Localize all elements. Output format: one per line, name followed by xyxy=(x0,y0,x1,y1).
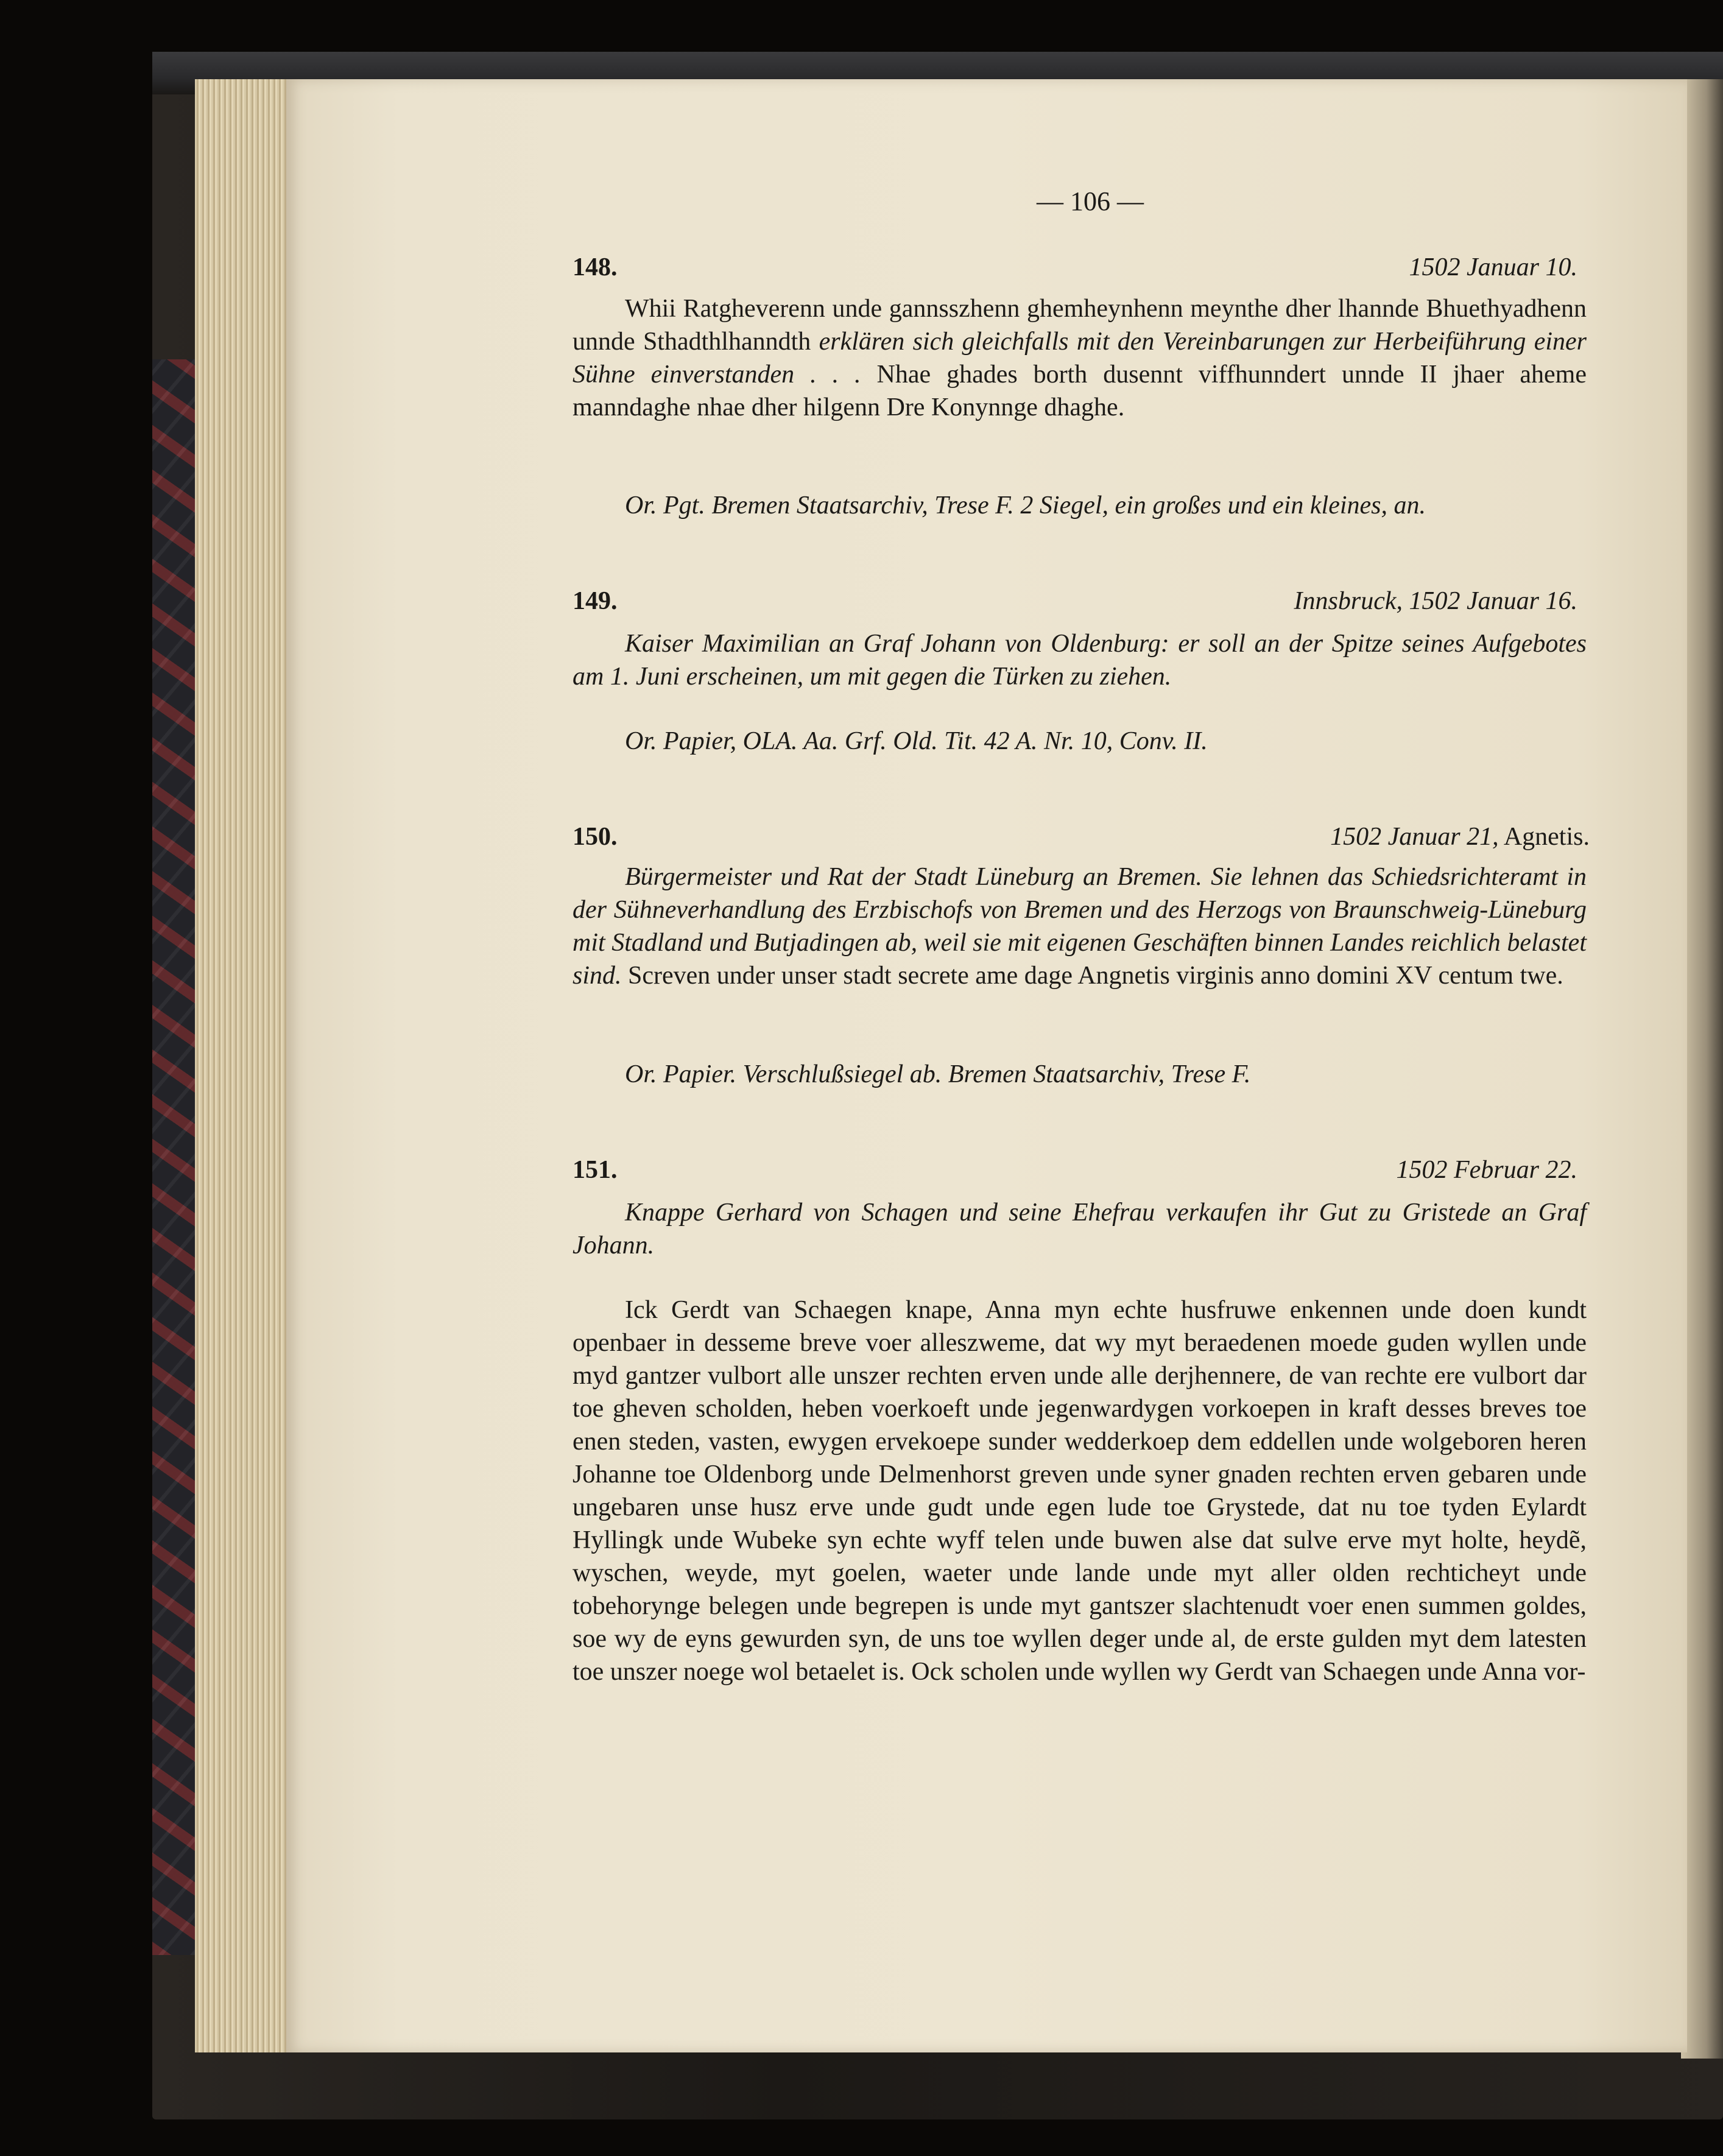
entry-150-text: Bürgermeister und Rat der Stadt Lüneburg an Bremen. Sie lehnen das Schiedsrichteramt in der Sühneverhandlung des Erzbischofs von Bremen und des Herzogs von Braunschweig-Lüneburg mit Stadland und Butjadingen ab, weil sie mit eigenen Geschäften binnen Landes reichlich belastet sind. Screven under unser stadt secrete ame dage Angnetis virginis anno domini XV centum twe. xyxy=(573,863,1587,990)
entry-number: 150. xyxy=(573,823,618,851)
entry-date: 1502 Januar 10. xyxy=(1409,253,1577,281)
entry-number: 151. xyxy=(573,1156,618,1184)
entry-148-source: Or. Pgt. Bremen Staatsarchiv, Trese F. 2 Siegel, ein großes und ein kleines, an. xyxy=(625,491,1426,520)
entry-150-source: Or. Papier. Verschlußsiegel ab. Bremen Staatsarchiv, Trese F. xyxy=(625,1060,1251,1088)
entry-148-text: Whii Ratgheverenn unde gannsszhenn ghemheynhenn meynthe dher lhannde Bhuethyadhenn unnde Sthadthlhanndth erklären sich gleichfalls mit den Vereinbarungen zur Herbeiführung einer Sühne einverstanden . . . Nhae ghades borth dusennt viffhunndert unnde II jhaer aheme manndaghe nhae dher hilgenn Dre Konynnge dhaghe. xyxy=(573,295,1587,421)
entry-149-header xyxy=(573,587,1577,619)
entry-number: 149. xyxy=(573,587,618,615)
entry-151-body: Ick Gerdt van Schaegen knape, Anna myn echte husfruwe enkennen unde doen kundt openbaer in desseme breve voer alleszweme, dat wy myt beraedenen moede guden wyllen unde myd gantzer vulbort alle unszer rechten erven unde alle derjhennere, de van rechte ere vulbort dar toe gheven scholden, heben voerkoeft unde jegenwardygen vorkoepen in kraft desses breves toe enen steden, vasten, ewygen ervekoepe sunder wedderkoep dem eddellen unde wolgeboren heren Johanne toe Oldenborg unde Delmenhorst greven unde syner gnaden rechten erven gebaren unde ungebaren unse husz erve unde gudt unde egen lude toe Grystede, dat nu toe tyden Eylardt Hyllingk unde Wubeke syn echte wyff telen unde buwen alse dat sulve erve myt holte, heydẽ, wyschen, weyde, myt goelen, waeter unde lande unde myt aller olden rechticheyt unde tobehorynge belegen unde begrepen is unde myt gantszer slachtenudt voer enen summen goldes, soe wy de eyns gewurden syn, de uns toe wyllen deger unde al, de erste gulden myt dem latesten toe unszer noege wol betaelet is. Ock scholen unde wyllen wy Gerdt van Schaegen unde Anna vor- xyxy=(573,1296,1587,1686)
entry-number: 148. xyxy=(573,253,618,281)
entry-151-summary: Knappe Gerhard von Schagen und seine Ehefrau verkaufen ihr Gut zu Gristede an Graf Johann. xyxy=(573,1199,1587,1259)
entry-date: 1502 Februar 22. xyxy=(1396,1156,1577,1184)
page-edges xyxy=(195,79,286,2052)
page-gutter xyxy=(1681,79,1723,2059)
page-number: — 106 — xyxy=(1037,186,1144,216)
entry-date: Innsbruck, 1502 Januar 16. xyxy=(1294,587,1577,615)
entry-151-header xyxy=(573,1155,1577,1188)
entry-149-source: Or. Papier, OLA. Aa. Grf. Old. Tit. 42 A. Nr. 10, Conv. II. xyxy=(625,727,1208,755)
entry-date: 1502 Januar 21, Agnetis. xyxy=(1330,823,1590,851)
entry-149-text: Kaiser Maximilian an Graf Johann von Oldenburg: er soll an der Spitze seines Aufgebotes am 1. Juni erscheinen, um mit gegen die Türken zu ziehen. xyxy=(573,630,1587,691)
entry-148-header xyxy=(573,253,1577,286)
marbled-endpaper xyxy=(152,359,195,1955)
entry-150-header xyxy=(573,822,1590,855)
